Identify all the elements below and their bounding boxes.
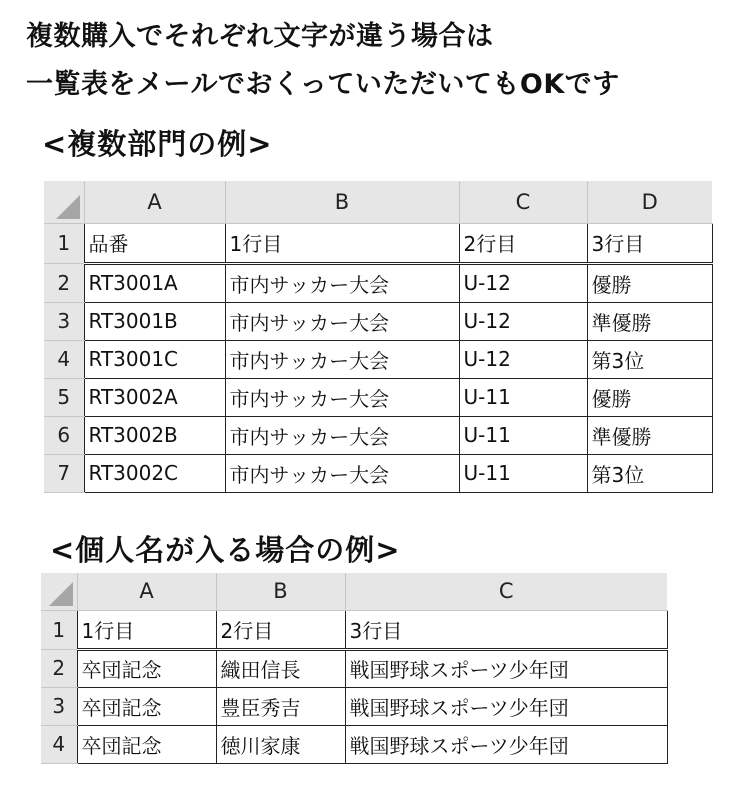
table-row bbox=[41, 649, 667, 687]
cell-item-number[interactable]: RT3002B bbox=[84, 416, 225, 454]
table-row bbox=[41, 610, 667, 649]
cell-line-3[interactable]: 戦国野球スポーツ少年団 bbox=[345, 687, 667, 725]
select-all-corner[interactable] bbox=[44, 181, 84, 223]
cell-line-3[interactable]: 第3位 bbox=[587, 454, 712, 492]
cell-line-2[interactable]: U-12 bbox=[459, 263, 587, 302]
cell-line-2[interactable]: 織田信長 bbox=[216, 649, 345, 687]
cell-line-2[interactable]: 2行目 bbox=[459, 223, 587, 263]
cell-line-1[interactable]: 卒団記念 bbox=[77, 649, 216, 687]
cell-line-1[interactable]: 市内サッカー大会 bbox=[225, 454, 459, 492]
table-row bbox=[41, 725, 667, 763]
select-all-corner[interactable] bbox=[41, 573, 77, 610]
cell-line-1[interactable]: 市内サッカー大会 bbox=[225, 263, 459, 302]
cell-item-number[interactable]: 品番 bbox=[84, 223, 225, 263]
section-title-departments: <複数部門の例> bbox=[42, 127, 273, 161]
cell-line-1[interactable]: 市内サッカー大会 bbox=[225, 378, 459, 416]
cell-line-2[interactable]: U-11 bbox=[459, 416, 587, 454]
cell-line-1[interactable]: 卒団記念 bbox=[77, 725, 216, 763]
cell-item-number[interactable]: RT3001C bbox=[84, 340, 225, 378]
cell-line-1[interactable]: 1行目 bbox=[225, 223, 459, 263]
table-row bbox=[44, 416, 712, 454]
table-row bbox=[41, 687, 667, 725]
column-header-d[interactable]: D bbox=[587, 181, 712, 223]
cell-line-3[interactable]: 準優勝 bbox=[587, 302, 712, 340]
table-row bbox=[44, 302, 712, 340]
cell-line-2[interactable]: 2行目 bbox=[216, 610, 345, 649]
cell-item-number[interactable]: RT3001B bbox=[84, 302, 225, 340]
cell-line-1[interactable]: 市内サッカー大会 bbox=[225, 340, 459, 378]
table-row bbox=[44, 223, 712, 263]
row-header[interactable]: 7 bbox=[44, 454, 84, 492]
row-header[interactable]: 1 bbox=[41, 610, 77, 649]
cell-item-number[interactable]: RT3002A bbox=[84, 378, 225, 416]
cell-line-3[interactable]: 3行目 bbox=[345, 610, 667, 649]
cell-line-1[interactable]: 市内サッカー大会 bbox=[225, 416, 459, 454]
spreadsheet-personal-names bbox=[41, 573, 668, 764]
table-row bbox=[44, 378, 712, 416]
row-header[interactable]: 1 bbox=[44, 223, 84, 263]
cell-line-3[interactable]: 戦国野球スポーツ少年団 bbox=[345, 649, 667, 687]
row-header[interactable]: 4 bbox=[44, 340, 84, 378]
column-header-a[interactable]: A bbox=[84, 181, 225, 223]
column-header-a[interactable]: A bbox=[77, 573, 216, 610]
row-header[interactable]: 2 bbox=[44, 263, 84, 302]
row-header[interactable]: 6 bbox=[44, 416, 84, 454]
row-header[interactable]: 4 bbox=[41, 725, 77, 763]
cell-item-number[interactable]: RT3002C bbox=[84, 454, 225, 492]
column-header-c[interactable]: C bbox=[459, 181, 587, 223]
cell-line-2[interactable]: 豊臣秀吉 bbox=[216, 687, 345, 725]
cell-line-2[interactable]: U-12 bbox=[459, 340, 587, 378]
headline-line-2: 一覧表をメールでおくっていただいてもOKです bbox=[26, 69, 620, 100]
headline-line-1: 複数購入でそれぞれ文字が違う場合は bbox=[26, 21, 494, 52]
cell-line-2[interactable]: U-12 bbox=[459, 302, 587, 340]
column-header-b[interactable]: B bbox=[225, 181, 459, 223]
table-row bbox=[44, 454, 712, 492]
row-header[interactable]: 2 bbox=[41, 649, 77, 687]
row-header[interactable]: 3 bbox=[41, 687, 77, 725]
cell-line-3[interactable]: 優勝 bbox=[587, 378, 712, 416]
cell-line-1[interactable]: 卒団記念 bbox=[77, 687, 216, 725]
row-header[interactable]: 5 bbox=[44, 378, 84, 416]
column-header-c[interactable]: C bbox=[345, 573, 667, 610]
cell-line-3[interactable]: 第3位 bbox=[587, 340, 712, 378]
row-header[interactable]: 3 bbox=[44, 302, 84, 340]
cell-line-3[interactable]: 準優勝 bbox=[587, 416, 712, 454]
table-row bbox=[44, 263, 712, 302]
cell-line-3[interactable]: 優勝 bbox=[587, 263, 712, 302]
spreadsheet-departments bbox=[44, 181, 713, 493]
cell-item-number[interactable]: RT3001A bbox=[84, 263, 225, 302]
cell-line-1[interactable]: 1行目 bbox=[77, 610, 216, 649]
cell-line-2[interactable]: 徳川家康 bbox=[216, 725, 345, 763]
cell-line-2[interactable]: U-11 bbox=[459, 454, 587, 492]
section-title-personal-names: <個人名が入る場合の例> bbox=[50, 533, 401, 567]
cell-line-3[interactable]: 3行目 bbox=[587, 223, 712, 263]
column-header-row bbox=[41, 573, 667, 610]
table-row bbox=[44, 340, 712, 378]
column-header-b[interactable]: B bbox=[216, 573, 345, 610]
cell-line-3[interactable]: 戦国野球スポーツ少年団 bbox=[345, 725, 667, 763]
cell-line-1[interactable]: 市内サッカー大会 bbox=[225, 302, 459, 340]
column-header-row bbox=[44, 181, 712, 223]
cell-line-2[interactable]: U-11 bbox=[459, 378, 587, 416]
